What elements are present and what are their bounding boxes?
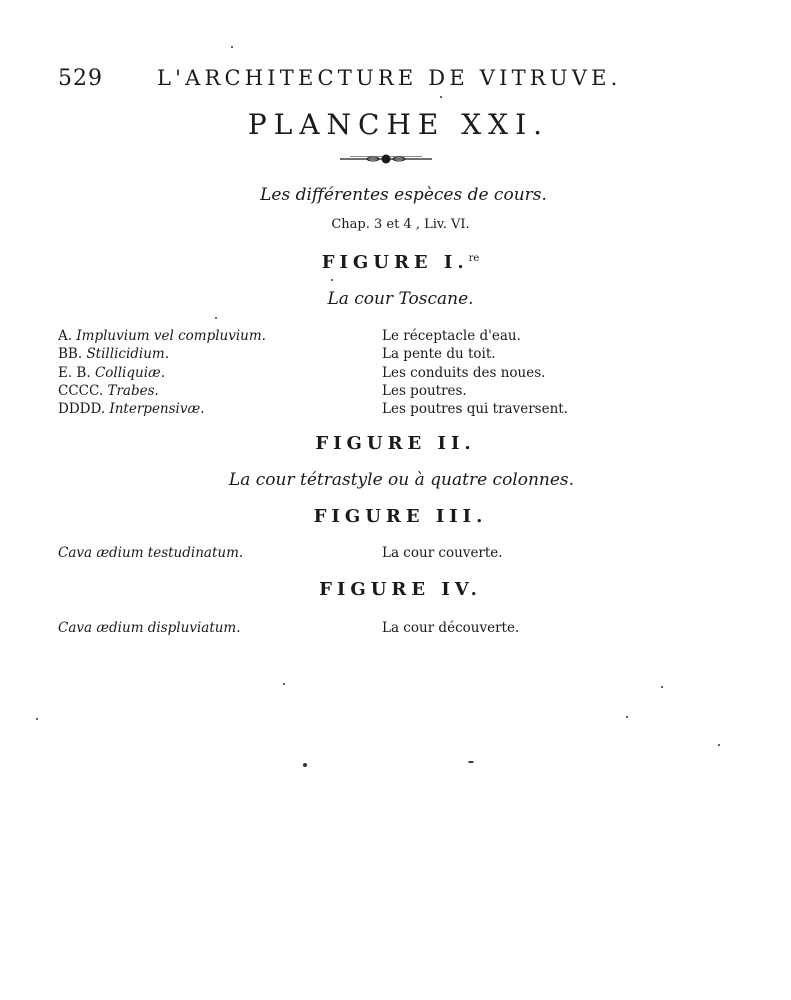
term-label: DDDD. bbox=[58, 401, 106, 418]
figure-2-heading: FIGURE II. bbox=[315, 433, 476, 454]
definition: Le réceptacle d'eau. bbox=[382, 328, 521, 344]
figure-4-definitions bbox=[382, 619, 519, 637]
latin-term: Impluvium vel compluvium. bbox=[76, 328, 266, 344]
print-speck bbox=[283, 683, 285, 685]
figure-1-subtitle: La cour Toscane. bbox=[327, 289, 474, 309]
term-row bbox=[58, 345, 266, 363]
print-speck bbox=[718, 744, 720, 746]
figure-1-definitions bbox=[382, 327, 568, 418]
page-number: 529 bbox=[58, 66, 103, 91]
term-row bbox=[58, 327, 266, 345]
figure-3-terms bbox=[58, 544, 243, 562]
running-title: L'ARCHITECTURE DE VITRUVE. bbox=[157, 66, 622, 90]
plate-title: PLANCHE XXI. bbox=[247, 108, 550, 141]
definition: Les conduits des noues. bbox=[382, 364, 546, 381]
print-speck bbox=[303, 763, 307, 767]
latin-term: Trabes. bbox=[107, 382, 159, 399]
definition: La pente du toit. bbox=[382, 346, 496, 363]
term-row bbox=[58, 382, 266, 400]
figure-4-heading: FIGURE IV. bbox=[319, 579, 482, 600]
plate-subtitle: Les différentes espèces de cours. bbox=[260, 185, 547, 205]
figure-3-heading: FIGURE III. bbox=[313, 506, 488, 527]
latin-term: Cava ædium displuviatum. bbox=[58, 620, 241, 636]
figure-1-heading-sup: re bbox=[468, 253, 480, 264]
term-label: CCCC. bbox=[58, 382, 104, 399]
print-speck bbox=[36, 718, 38, 720]
term-row bbox=[58, 364, 266, 382]
print-speck bbox=[215, 317, 217, 319]
definition: Les poutres qui traversent. bbox=[382, 401, 568, 418]
print-speck bbox=[331, 279, 333, 281]
figure-3-definitions bbox=[382, 544, 503, 562]
print-speck bbox=[468, 761, 474, 763]
term-label: BB. bbox=[58, 346, 83, 363]
figure-2-subtitle: La cour tétrastyle ou à quatre colonnes. bbox=[228, 470, 575, 490]
term-label: A. bbox=[58, 328, 73, 344]
print-speck bbox=[661, 686, 663, 688]
term-label: E. B. bbox=[58, 364, 91, 381]
print-speck bbox=[440, 96, 442, 98]
definition: Les poutres. bbox=[382, 382, 467, 399]
figure-1-terms bbox=[58, 327, 266, 418]
figure-4-terms bbox=[58, 619, 241, 637]
latin-term: Stillicidium. bbox=[86, 346, 170, 363]
chapter-reference: Chap. 3 et 4 , Liv. VI. bbox=[331, 217, 470, 232]
latin-term: Colliquiæ. bbox=[94, 364, 165, 381]
figure-1-heading-text: FIGURE I. bbox=[321, 252, 469, 273]
print-speck bbox=[231, 46, 233, 48]
definition: La cour couverte. bbox=[382, 545, 503, 561]
print-speck bbox=[626, 716, 628, 718]
latin-term: Cava ædium testudinatum. bbox=[58, 545, 244, 561]
term-row bbox=[58, 400, 266, 418]
figure-1-heading bbox=[0, 252, 791, 273]
latin-term: Interpensivæ. bbox=[109, 401, 205, 418]
ornament-divider-icon bbox=[338, 152, 434, 166]
definition: La cour découverte. bbox=[382, 620, 520, 636]
